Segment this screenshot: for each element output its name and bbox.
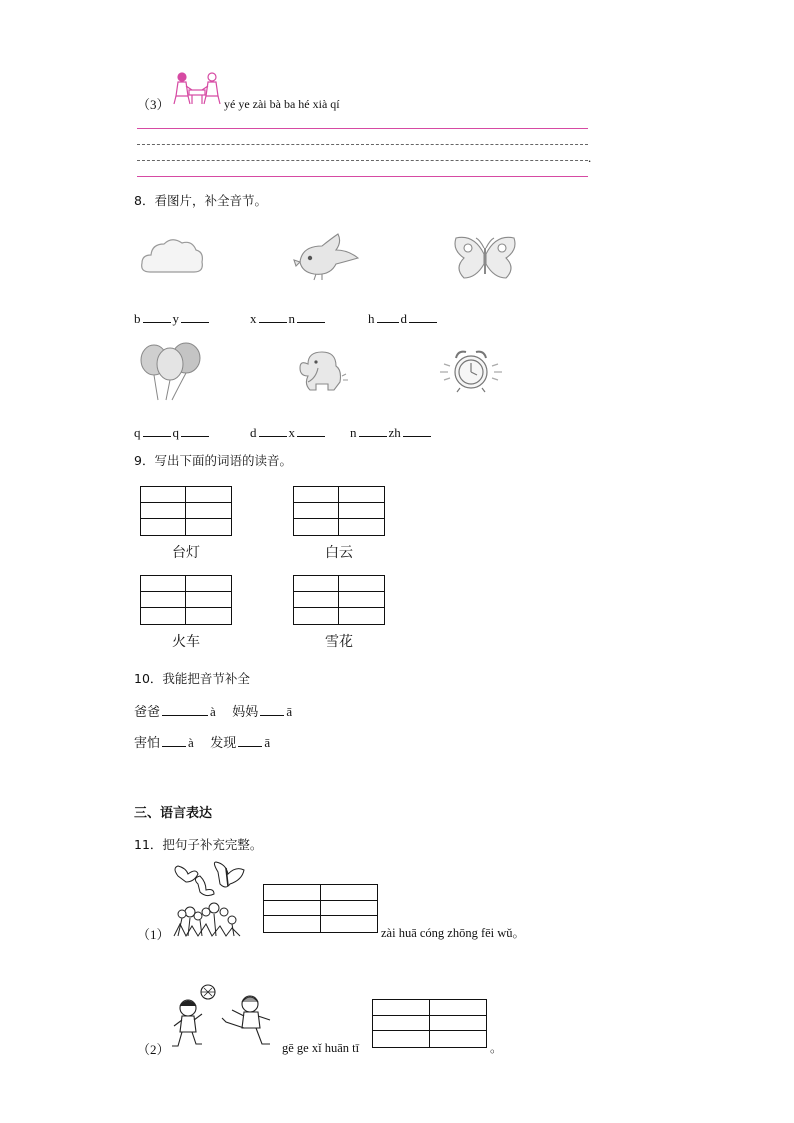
q11-item1-number: （1）	[137, 927, 170, 942]
q8-row2-item1: q q	[134, 426, 211, 439]
q11-item2-end: 。	[490, 1041, 503, 1055]
elephant-icon	[294, 348, 352, 394]
grandpa-dad-chess-icon	[172, 70, 224, 110]
pinyin-box-xuehua[interactable]	[293, 575, 385, 625]
q7-3-number: （3）	[137, 97, 170, 112]
pinyin-box-baiyun[interactable]	[293, 486, 385, 536]
writing-line-top	[137, 128, 588, 129]
butterflies-flowers-icon	[170, 862, 246, 938]
writing-line-dashed	[137, 160, 588, 161]
q8-row1-item1: b y	[134, 312, 211, 325]
writing-line-dashed	[137, 144, 588, 145]
q8-row1-item2: x n	[250, 312, 327, 325]
q8-title: 8．看图片，补全音节。	[134, 193, 267, 208]
word-taideng: 台灯	[172, 545, 200, 561]
writing-line-bottom	[137, 176, 588, 177]
cloud-icon	[140, 236, 204, 276]
alarm-clock-icon	[436, 344, 506, 394]
q8-row1-item3: h d	[368, 312, 439, 325]
q7-3-pinyin: yé ye zài bà ba hé xià qí	[224, 97, 340, 111]
q9-title: 9．写出下面的词语的读音。	[134, 453, 292, 468]
word-xuehua: 雪花	[325, 634, 353, 650]
answer-box-item2[interactable]	[372, 999, 487, 1048]
bird-icon	[292, 232, 362, 284]
boys-kicking-ball-icon	[170, 982, 278, 1052]
q11-item1-pinyin: zài huā cóng zhōng fēi wǔ。	[381, 926, 526, 940]
q11-item2-number: （2）	[137, 1042, 170, 1057]
butterfly-icon	[452, 234, 518, 284]
q10-title: 10．我能把音节补全	[134, 671, 250, 686]
q8-row2-item2: d x	[250, 426, 327, 439]
pinyin-box-taideng[interactable]	[140, 486, 232, 536]
pinyin-box-huoche[interactable]	[140, 575, 232, 625]
word-baiyun: 白云	[325, 545, 353, 561]
q11-item2-pinyin: gē ge xǐ huān tī	[282, 1041, 360, 1055]
q10-line2: 害怕 à 发现 ā	[134, 735, 271, 751]
section3-title: 三、语言表达	[134, 806, 213, 821]
answer-box-item1[interactable]	[263, 884, 378, 933]
balloons-icon	[138, 342, 204, 402]
q8-row2-item3: n zh	[350, 426, 433, 439]
writing-line-period: .	[588, 150, 592, 165]
q10-line1: 爸爸 à 妈妈 ā	[134, 704, 293, 720]
q11-title: 11．把句子补充完整。	[134, 837, 263, 852]
word-huoche: 火车	[172, 634, 200, 650]
